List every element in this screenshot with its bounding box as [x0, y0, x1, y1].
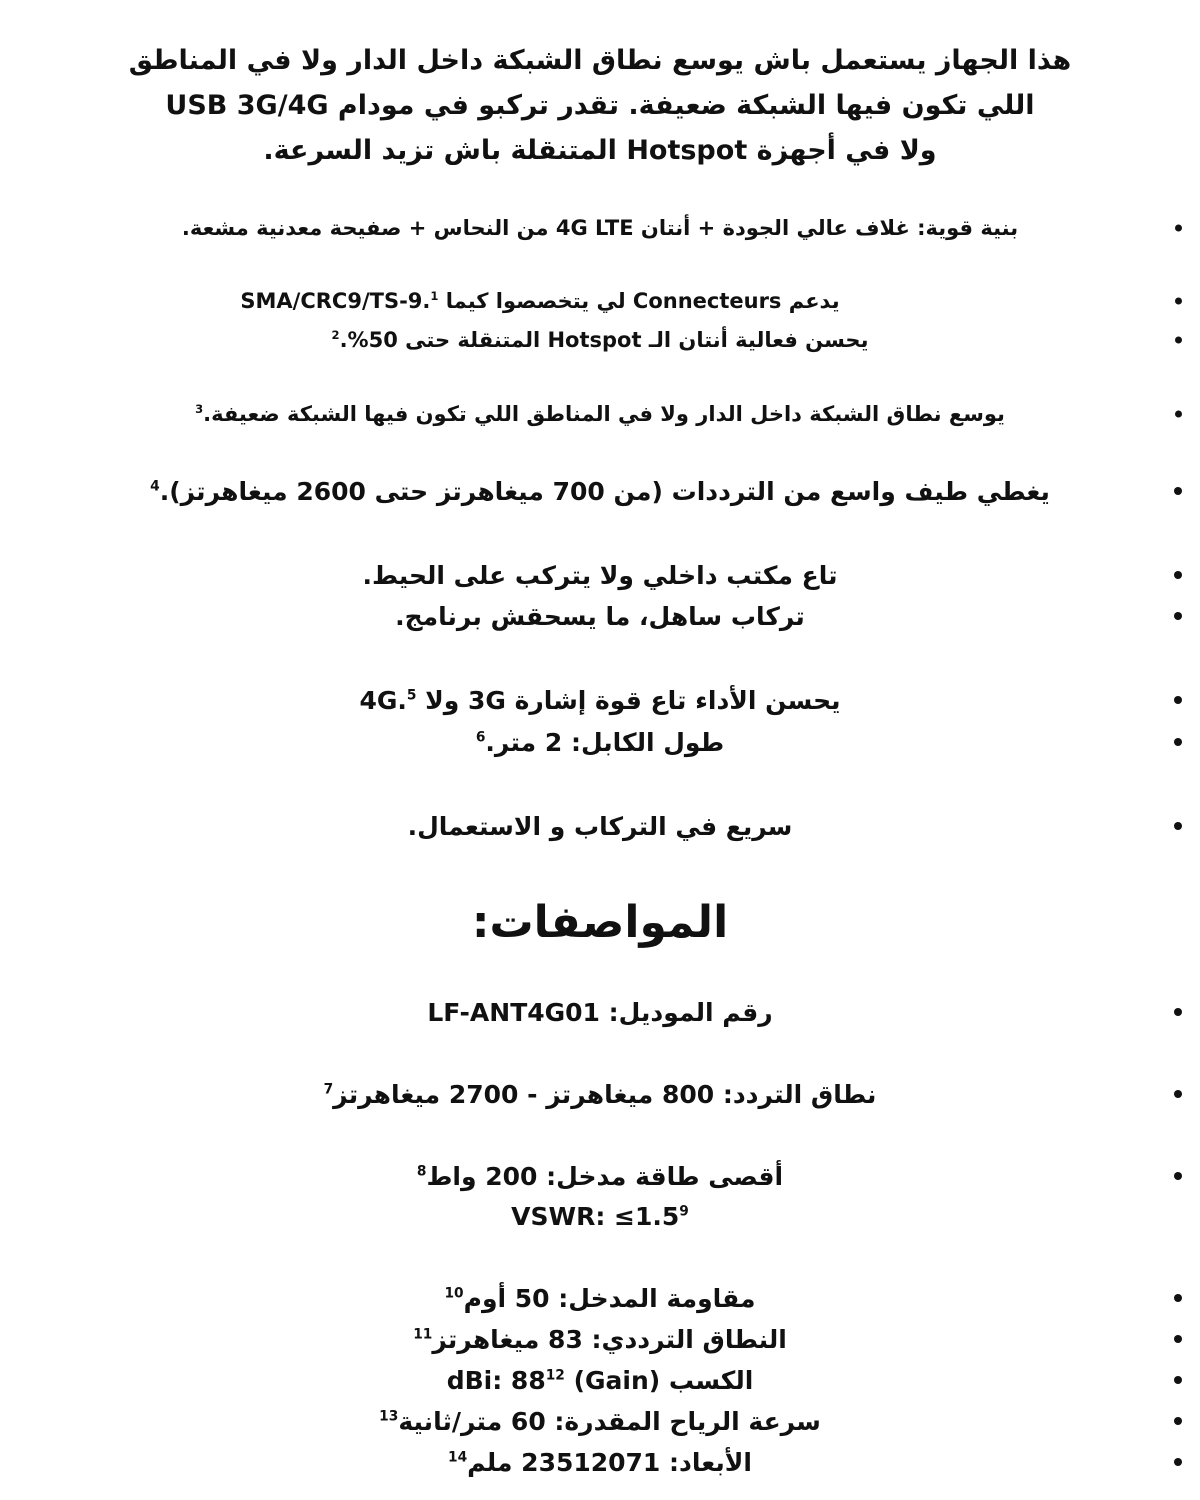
bullet-icon [1175, 298, 1182, 305]
feature-item [0, 680, 1200, 720]
footnote-ref: 8 [416, 1163, 427, 1180]
bullet-icon [1175, 225, 1182, 232]
feature-text: تاع مكتب داخلي ولا يتركب على الحيط. [362, 560, 838, 590]
intro-line: ولا في أجهزة Hotspot المتنقلة باش تزيد السرعة. [263, 135, 937, 166]
spec-item [0, 1401, 1200, 1441]
intro-paragraph [60, 38, 1140, 173]
spec-item [0, 1074, 1200, 1114]
spec-text: نطاق التردد: 800 ميغاهرتز - 2700 ميغاهرتز [333, 1079, 877, 1109]
spec-text: أقصى طاقة مدخل: 200 واط [426, 1161, 784, 1191]
intro-line: هذا الجهاز يستعمل باش يوسع نطاق الشبكة داخل الدار ولا في المناطق [128, 45, 1072, 76]
spec-item [0, 1278, 1200, 1318]
spec-text: رقم الموديل: LF-ANT4G01 [427, 997, 773, 1027]
footnote-ref: 11 [413, 1326, 433, 1343]
bullet-icon [1174, 612, 1182, 620]
footnote-ref: 10 [444, 1285, 464, 1302]
spec-text: الأبعاد: 23512071 ملم [467, 1447, 752, 1477]
feature-item [0, 471, 1200, 511]
bullet-icon [1174, 738, 1182, 746]
bullet-icon [1174, 1376, 1182, 1384]
footnote-ref: 13 [379, 1408, 399, 1425]
feature-item [0, 394, 1200, 434]
feature-item [0, 320, 1200, 360]
spec-item [0, 1196, 1200, 1236]
feature-text: بنية قوية: غلاف عالي الجودة + أنتان 4G LTE من النحاس + صفيحة معدنية مشعة. [181, 216, 1019, 240]
bullet-icon [1174, 571, 1182, 579]
spec-item [0, 1360, 1200, 1400]
feature-text: يغطي طيف واسع من الترددات (من 700 ميغاهرتز حتى 2600 ميغاهرتز). [159, 476, 1050, 506]
footnote-ref: 4 [150, 478, 160, 495]
spec-text: سرعة الرياح المقدرة: 60 متر/ثانية [398, 1406, 821, 1436]
feature-text: طول الكابل: 2 متر. [485, 727, 725, 757]
feature-text: يحسن فعالية أنتان الـ Hotspot المتنقلة حتى 50%. [339, 328, 869, 352]
feature-text: تركاب ساهل، ما يسحقش برنامج. [395, 601, 805, 631]
bullet-icon [1174, 487, 1182, 495]
feature-text: يحسن الأداء تاع قوة إشارة 3G ولا 4G. [359, 685, 841, 715]
footnote-ref: 1 [430, 289, 439, 303]
bullet-icon [1174, 1090, 1182, 1098]
feature-text: سريع في التركاب و الاستعمال. [407, 811, 793, 841]
footnote-ref: 14 [448, 1449, 468, 1466]
specs-heading: المواصفات: [471, 896, 729, 948]
bullet-icon [1175, 337, 1182, 344]
feature-item [0, 722, 1200, 762]
footnote-ref: 9 [679, 1203, 689, 1220]
feature-item [0, 208, 1200, 248]
intro-line: اللي تكون فيها الشبكة ضعيفة. تقدر تركبو في مودام USB 3G/4G [165, 90, 1035, 121]
bullet-icon [1174, 1335, 1182, 1343]
feature-text: يدعم Connecteurs لي يتخصصوا كيما SMA/CRC9/TS-9. [240, 289, 840, 313]
spec-text: VSWR: ≤1.5 [511, 1201, 680, 1231]
feature-item [0, 806, 1200, 846]
spec-text: مقاومة المدخل: 50 أوم [463, 1283, 756, 1313]
bullet-icon [1175, 411, 1182, 418]
bullet-icon [1174, 1008, 1182, 1016]
bullet-icon [1174, 696, 1182, 704]
spec-item [0, 1442, 1200, 1482]
spec-item [0, 1156, 1200, 1196]
footnote-ref: 2 [331, 328, 340, 342]
feature-item [0, 281, 1200, 321]
bullet-icon [1174, 1294, 1182, 1302]
footnote-ref: 6 [475, 729, 486, 746]
bullet-icon [1174, 1417, 1182, 1425]
spec-text: الكسب (Gain) dBi: 88 [446, 1365, 754, 1395]
feature-item [0, 596, 1200, 636]
bullet-icon [1174, 822, 1182, 830]
spec-item [0, 992, 1200, 1032]
feature-item [0, 555, 1200, 595]
footnote-ref: 3 [195, 402, 204, 416]
spec-item [0, 1319, 1200, 1359]
footnote-ref: 7 [323, 1081, 334, 1098]
footnote-ref: 12 [545, 1367, 565, 1384]
bullet-icon [1174, 1458, 1182, 1466]
footnote-ref: 5 [406, 687, 417, 704]
feature-text: يوسع نطاق الشبكة داخل الدار ولا في المناطق اللي تكون فيها الشبكة ضعيفة. [203, 402, 1005, 426]
spec-text: النطاق الترددي: 83 ميغاهرتز [432, 1324, 787, 1354]
bullet-icon [1174, 1172, 1182, 1180]
